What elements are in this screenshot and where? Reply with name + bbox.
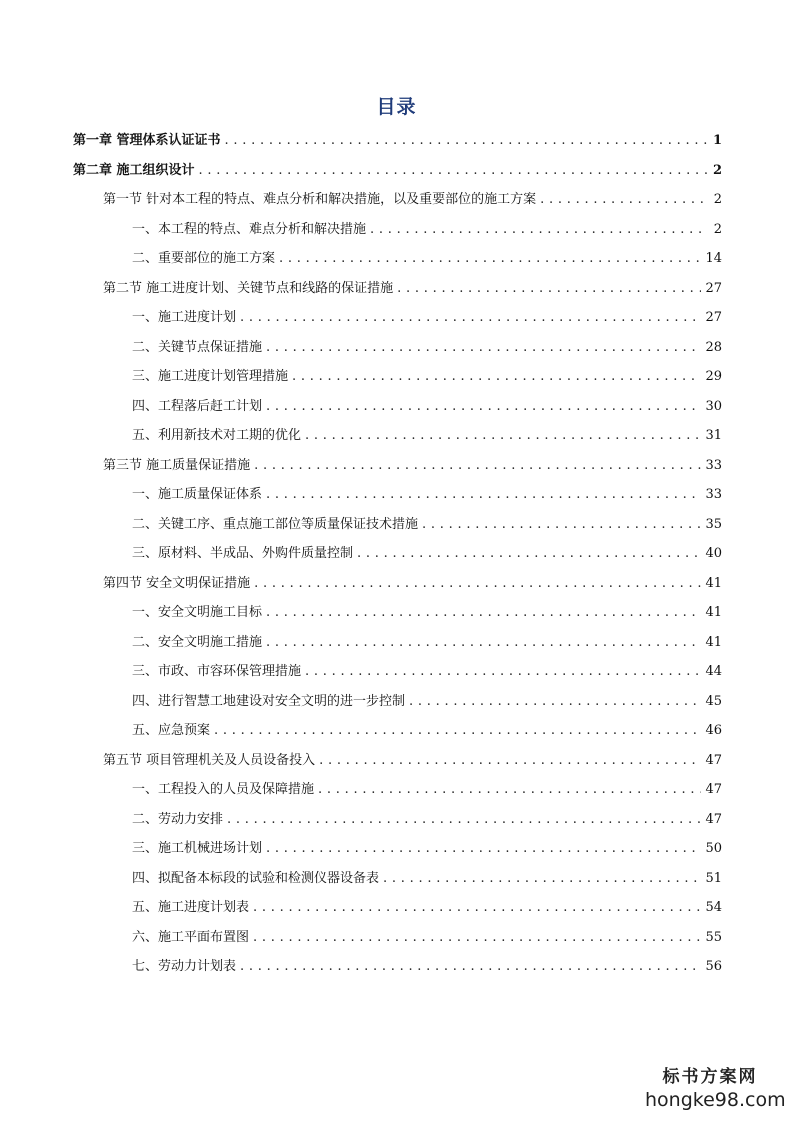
toc-entry-page-number: 2	[713, 192, 722, 207]
dot-leader	[357, 539, 701, 569]
toc-entry-label: 五、应急预案	[132, 723, 211, 738]
dot-leader	[253, 923, 701, 953]
dot-leader	[266, 834, 701, 864]
dot-leader	[397, 274, 701, 304]
toc-entry-label: 第一章 管理体系认证证书	[73, 133, 221, 148]
toc-entry-page-number: 56	[705, 959, 722, 974]
dot-leader	[383, 864, 701, 894]
toc-entry[interactable]	[0, 392, 793, 422]
dot-leader	[279, 244, 701, 274]
toc-entry[interactable]	[0, 746, 793, 776]
toc-entry-page-number: 33	[705, 457, 722, 473]
toc-entry-label: 六、施工平面布置图	[132, 929, 250, 945]
dot-leader	[199, 156, 708, 186]
toc-entry[interactable]	[0, 569, 793, 599]
dot-leader	[240, 303, 701, 333]
toc-entry-page-number: 45	[705, 693, 722, 709]
toc-entry[interactable]	[0, 480, 793, 510]
toc-entry[interactable]	[0, 451, 793, 481]
toc-entry-page-number: 27	[705, 280, 722, 296]
table-of-contents	[0, 126, 793, 982]
dot-leader	[254, 569, 701, 599]
dot-leader	[305, 421, 701, 451]
toc-entry[interactable]	[0, 775, 793, 805]
toc-entry[interactable]	[0, 716, 793, 746]
toc-entry-page-number: 51	[705, 870, 722, 886]
toc-entry-label: 三、施工机械进场计划	[132, 841, 263, 856]
dot-leader	[225, 126, 708, 156]
toc-entry-label: 二、重要部位的施工方案	[132, 251, 276, 266]
toc-entry-label: 一、施工质量保证体系	[132, 487, 263, 502]
toc-entry-label: 三、市政、市容环保管理措施	[132, 664, 302, 679]
dot-leader	[318, 775, 701, 805]
dot-leader	[540, 185, 708, 215]
toc-entry[interactable]	[0, 923, 793, 953]
toc-entry[interactable]	[0, 303, 793, 333]
toc-entry-label: 第三节 施工质量保证措施	[103, 457, 251, 473]
dot-leader	[409, 687, 701, 717]
toc-entry[interactable]	[0, 657, 793, 687]
toc-entry-page-number: 1	[712, 133, 722, 148]
toc-entry-page-number: 47	[705, 752, 722, 768]
toc-entry-label: 二、关键节点保证措施	[132, 339, 263, 355]
toc-entry-page-number: 46	[705, 723, 722, 738]
toc-entry[interactable]	[0, 510, 793, 540]
toc-entry[interactable]	[0, 126, 793, 156]
toc-entry[interactable]	[0, 628, 793, 658]
toc-entry-label: 一、施工进度计划	[132, 310, 237, 325]
toc-entry-label: 第五节 项目管理机关及人员设备投入	[103, 752, 316, 768]
toc-entry-label: 四、进行智慧工地建设对安全文明的进一步控制	[132, 693, 406, 709]
toc-entry-page-number: 50	[705, 841, 722, 856]
dot-leader	[370, 215, 708, 245]
toc-entry[interactable]	[0, 333, 793, 363]
toc-entry[interactable]	[0, 156, 793, 186]
toc-entry[interactable]	[0, 362, 793, 392]
toc-entry-page-number: 28	[705, 339, 722, 355]
toc-entry[interactable]	[0, 952, 793, 982]
dot-leader	[253, 893, 701, 923]
toc-entry-label: 二、劳动力安排	[132, 811, 224, 827]
toc-entry[interactable]	[0, 274, 793, 304]
toc-entry-page-number: 44	[705, 664, 722, 679]
toc-entry-page-number: 41	[705, 634, 722, 650]
dot-leader	[214, 716, 701, 746]
toc-entry-page-number: 47	[705, 811, 722, 827]
toc-entry-label: 第二章 施工组织设计	[73, 162, 195, 178]
dot-leader	[240, 952, 701, 982]
dot-leader	[227, 805, 701, 835]
toc-entry-label: 一、本工程的特点、难点分析和解决措施	[132, 221, 367, 237]
toc-entry-page-number: 40	[705, 546, 722, 561]
toc-entry-label: 一、工程投入的人员及保障措施	[132, 782, 315, 797]
toc-entry-page-number: 27	[705, 310, 722, 325]
toc-entry-page-number: 54	[705, 900, 722, 915]
toc-entry[interactable]	[0, 864, 793, 894]
dot-leader	[266, 333, 701, 363]
dot-leader	[266, 598, 701, 628]
dot-leader	[319, 746, 701, 776]
toc-entry-page-number: 31	[705, 428, 722, 443]
toc-entry-page-number: 55	[705, 929, 722, 945]
watermark-name: 标书方案网	[662, 1067, 758, 1087]
toc-entry[interactable]	[0, 687, 793, 717]
toc-entry-label: 三、原材料、半成品、外购件质量控制	[132, 546, 354, 561]
toc-entry-page-number: 14	[705, 251, 722, 266]
dot-leader	[305, 657, 701, 687]
toc-entry-label: 一、安全文明施工目标	[132, 605, 263, 620]
toc-entry-page-number: 35	[705, 516, 722, 532]
toc-entry-page-number: 47	[705, 782, 722, 797]
toc-entry[interactable]	[0, 834, 793, 864]
toc-entry-label: 第四节 安全文明保证措施	[103, 575, 251, 591]
toc-entry-page-number: 33	[705, 487, 722, 502]
toc-entry-page-number: 2	[713, 221, 722, 237]
dot-leader	[292, 362, 701, 392]
dot-leader	[266, 392, 701, 422]
watermark-url: hongke98.com	[645, 1089, 786, 1111]
toc-entry-label: 四、工程落后赶工计划	[132, 398, 263, 414]
toc-entry-page-number: 2	[712, 162, 722, 178]
toc-entry[interactable]	[0, 215, 793, 245]
toc-entry-page-number: 41	[705, 575, 722, 591]
page-title: 目录	[376, 96, 417, 118]
site-watermark	[645, 1066, 786, 1112]
dot-leader	[266, 480, 701, 510]
toc-entry[interactable]	[0, 421, 793, 451]
toc-entry-label: 第一节 针对本工程的特点、难点分析和解决措施，以及重要部位的施工方案	[103, 192, 537, 207]
toc-entry-label: 五、利用新技术对工期的优化	[132, 428, 302, 443]
toc-entry-page-number: 30	[705, 398, 722, 414]
toc-entry-label: 二、安全文明施工措施	[132, 634, 263, 650]
dot-leader	[254, 451, 701, 481]
toc-entry-label: 二、关键工序、重点施工部位等质量保证技术措施	[132, 516, 419, 532]
toc-entry[interactable]	[0, 805, 793, 835]
toc-entry-label: 五、施工进度计划表	[132, 900, 250, 915]
toc-entry-label: 四、拟配备本标段的试验和检测仪器设备表	[132, 870, 380, 886]
toc-entry[interactable]	[0, 598, 793, 628]
toc-entry-label: 七、劳动力计划表	[132, 959, 237, 974]
toc-entry[interactable]	[0, 185, 793, 215]
toc-entry-label: 三、施工进度计划管理措施	[132, 369, 289, 384]
toc-entry-page-number: 29	[705, 369, 722, 384]
toc-entry[interactable]	[0, 244, 793, 274]
toc-entry[interactable]	[0, 539, 793, 569]
dot-leader	[266, 628, 701, 658]
toc-entry[interactable]	[0, 893, 793, 923]
dot-leader	[422, 510, 701, 540]
toc-entry-label: 第二节 施工进度计划、关键节点和线路的保证措施	[103, 280, 394, 296]
toc-entry-page-number: 41	[705, 605, 722, 620]
